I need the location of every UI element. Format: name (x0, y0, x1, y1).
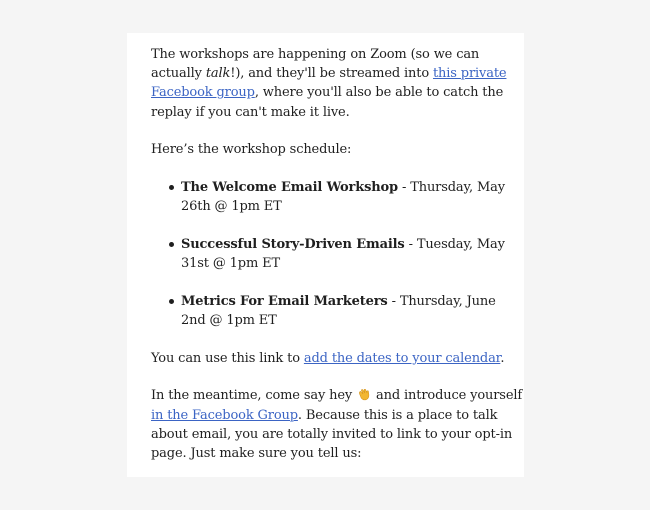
calendar-text: You can use this link to (151, 350, 304, 366)
intro-emphasis: talk (205, 66, 231, 82)
workshop-date: - Thursday, May 26th @ 1pm ET (181, 180, 505, 215)
workshop-title: The Welcome Email Workshop (181, 180, 398, 196)
intro-text-2: !), and they'll be streamed into (230, 66, 433, 82)
waving-hand-icon (357, 387, 371, 401)
workshop-title: Successful Story-Driven Emails (181, 236, 405, 252)
intro-text: The workshops are happening on Zoom (so we can actually (151, 47, 480, 82)
intro-paragraph (151, 45, 524, 122)
meantime-text-3: . Because this is a place to talk about email, you are totally invited to link to your opt-in page. Just make sure you tell us: (151, 407, 513, 462)
intro-text-3: , where you'll also be able to catch the replay if you can't make it live. (151, 85, 504, 120)
email-body (127, 33, 524, 477)
schedule-intro: Here’s the workshop schedule: (151, 142, 352, 158)
schedule-list (151, 178, 524, 330)
list-item (181, 292, 524, 330)
facebook-group-link-2[interactable]: in the Facebook Group (151, 407, 298, 423)
facebook-group-link[interactable]: this private Facebook group (151, 66, 507, 101)
workshop-title: Metrics For Email Marketers (181, 293, 388, 309)
calendar-link[interactable]: add the dates to your calendar (303, 350, 501, 366)
meantime-text: In the meantime, come say hey (151, 388, 357, 404)
list-item (181, 178, 524, 216)
workshop-date: - Tuesday, May 31st @ 1pm ET (181, 236, 505, 272)
calendar-paragraph (151, 349, 524, 368)
list-item (181, 235, 524, 273)
workshop-date: - Thursday, June 2nd @ 1pm ET (181, 293, 496, 329)
calendar-text-2: . (500, 350, 505, 366)
meantime-paragraph (151, 386, 524, 463)
meantime-text-2: and introduce yourself (372, 388, 523, 404)
